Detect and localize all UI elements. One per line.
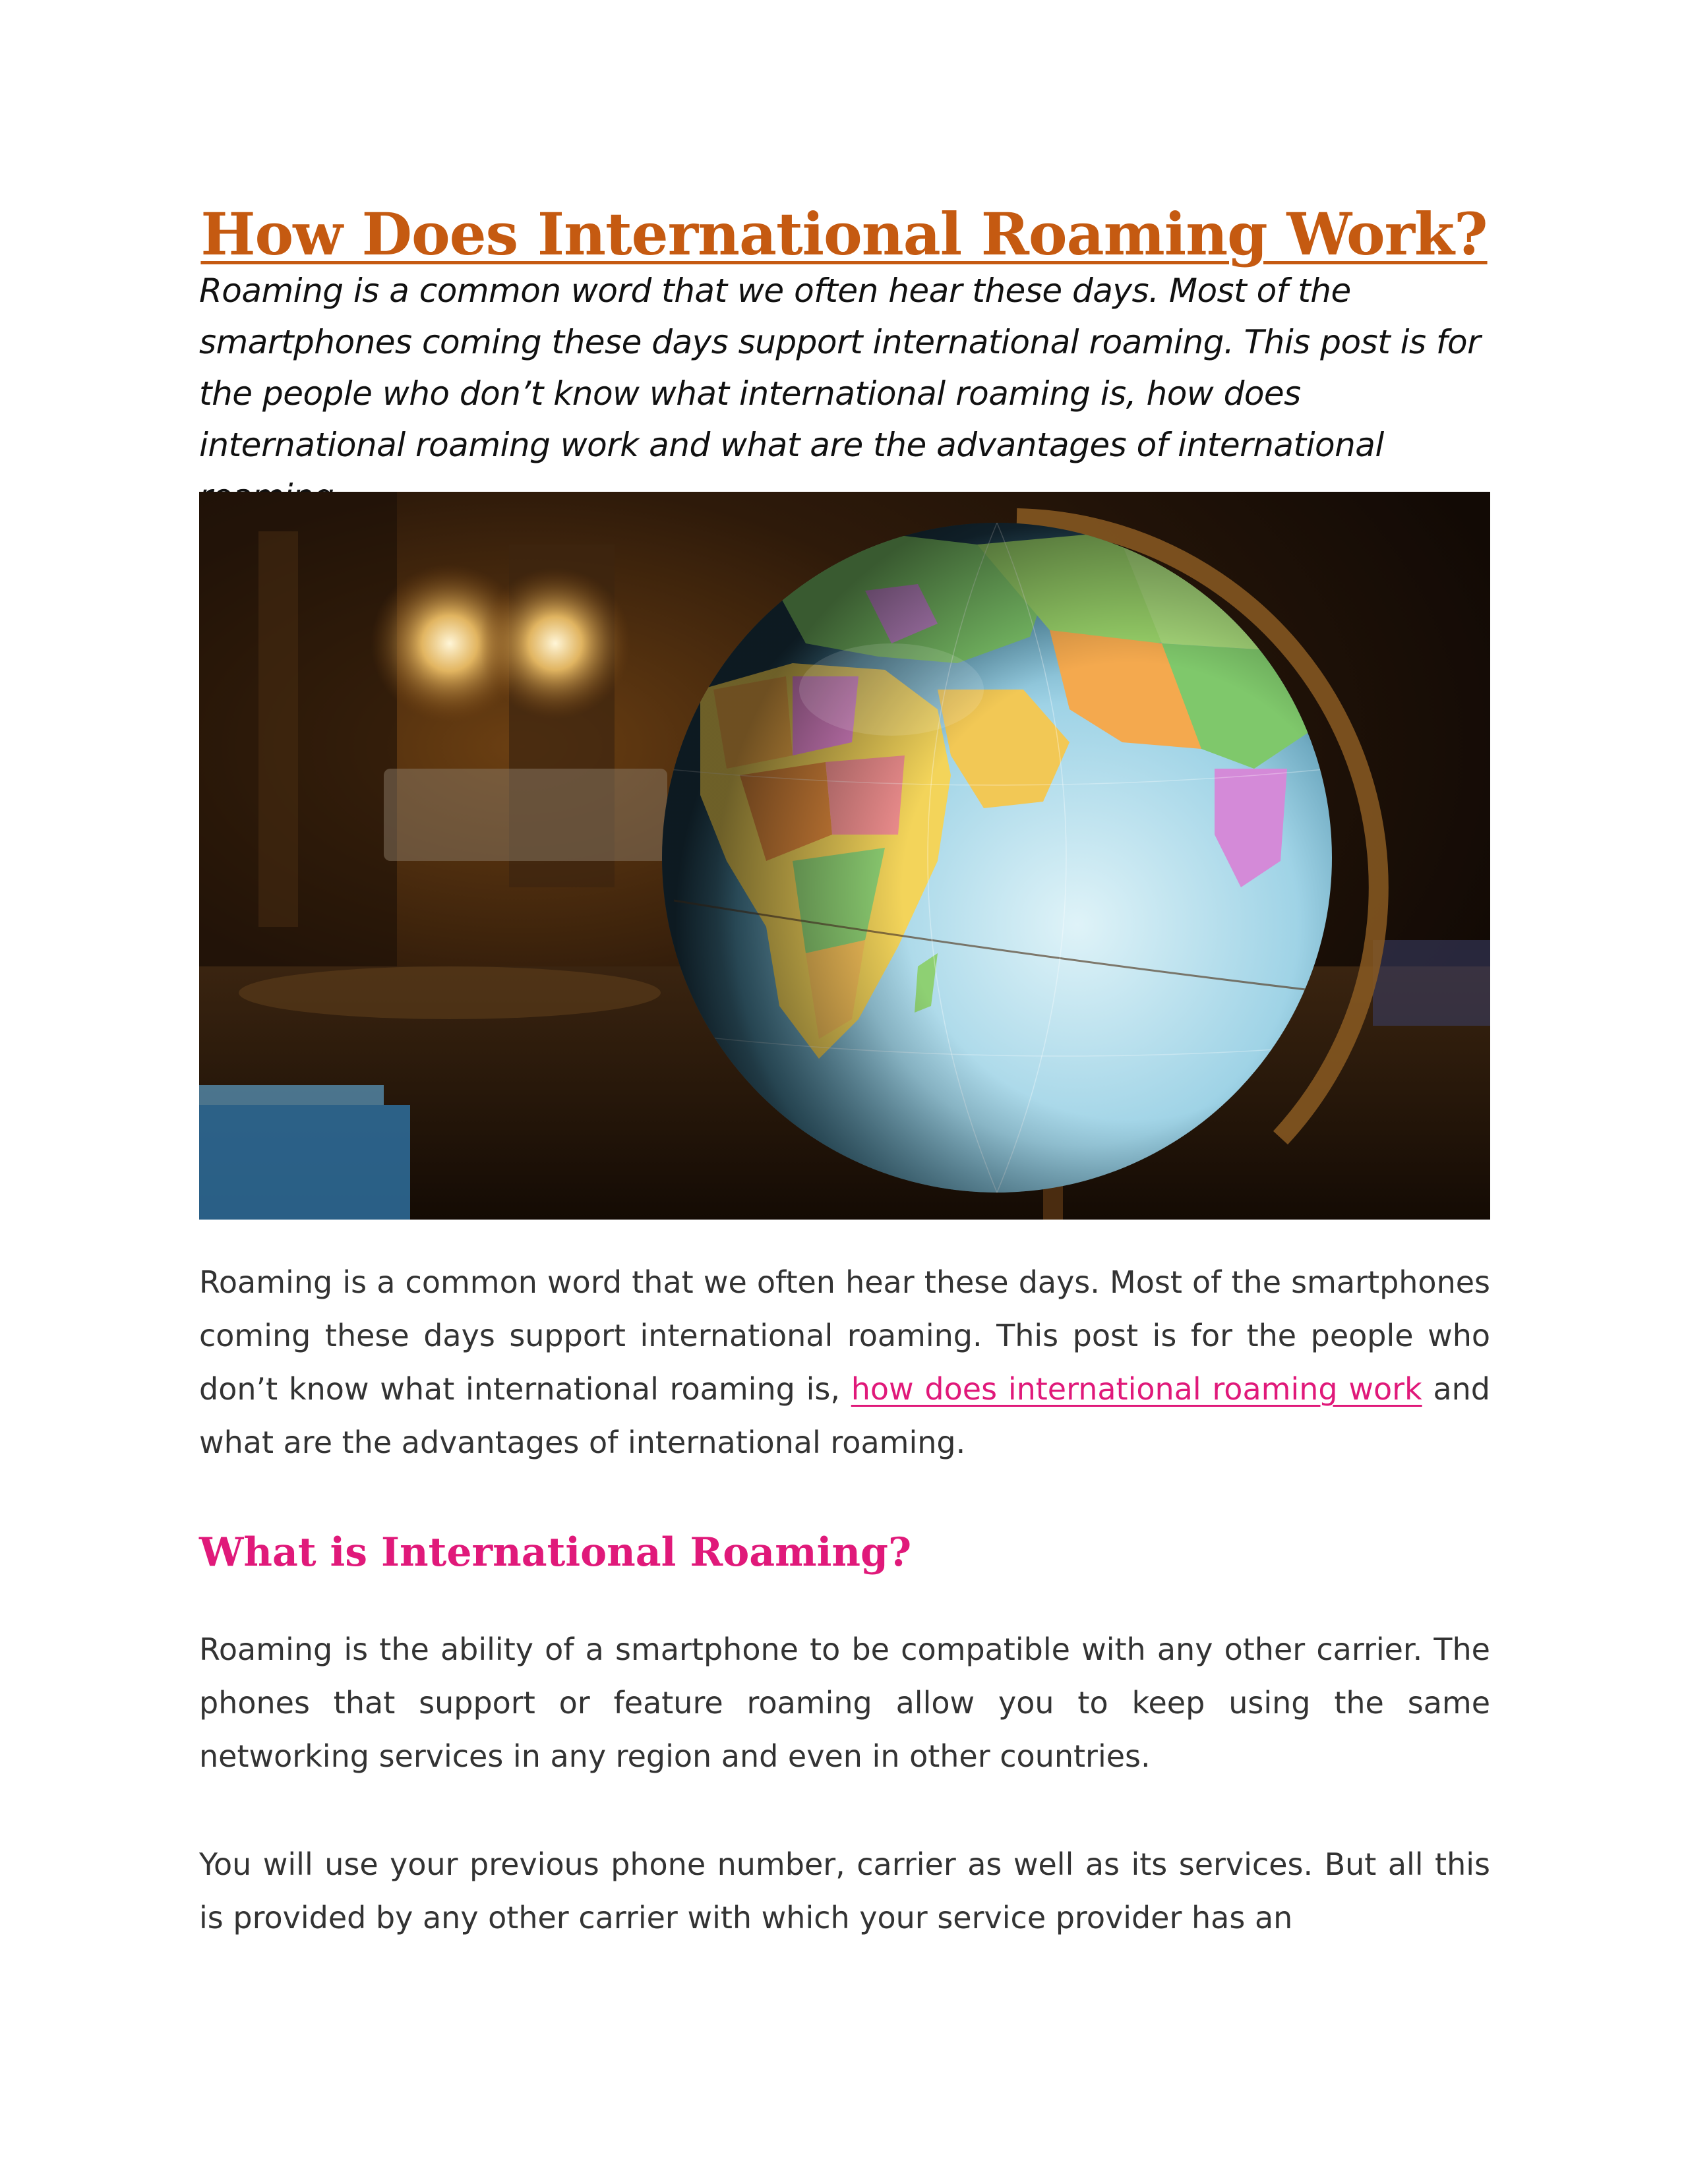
how-roaming-works-link[interactable]: how does international roaming work <box>851 1371 1422 1407</box>
globe-image <box>199 492 1490 1220</box>
lead-paragraph: Roaming is a common word that we often hear these days. Most of the smartphones coming these days support international roaming. This post is for the people who don’t know what international roaming is, how does international roaming work and what are the advantages of international <box>199 272 1481 464</box>
section-paragraph-1: Roaming is the ability of a smartphone to be compatible with any other carrier. The phones that support or feature roaming allow you to keep using the same networking services in any region and even in other countries. <box>199 1632 1490 1774</box>
section-heading: What is International Roaming? <box>199 1529 912 1576</box>
page-title: How Does International Roaming Work? <box>200 200 1488 268</box>
section-paragraph-2: You will use your previous phone number, carrier as well as its services. But all this is provided by any other carrier with which your service provider has an <box>199 1846 1490 1935</box>
intro-text-start: Roaming is a common word that we often hear these days. Most of the smartphones coming these days support international roaming. This post is for the people who don’t know what international roaming is, <box>199 1264 1490 1407</box>
intro-text-end: and what are the advantages of international roaming. <box>199 1371 1490 1460</box>
intro-paragraph <box>199 1256 1490 1469</box>
